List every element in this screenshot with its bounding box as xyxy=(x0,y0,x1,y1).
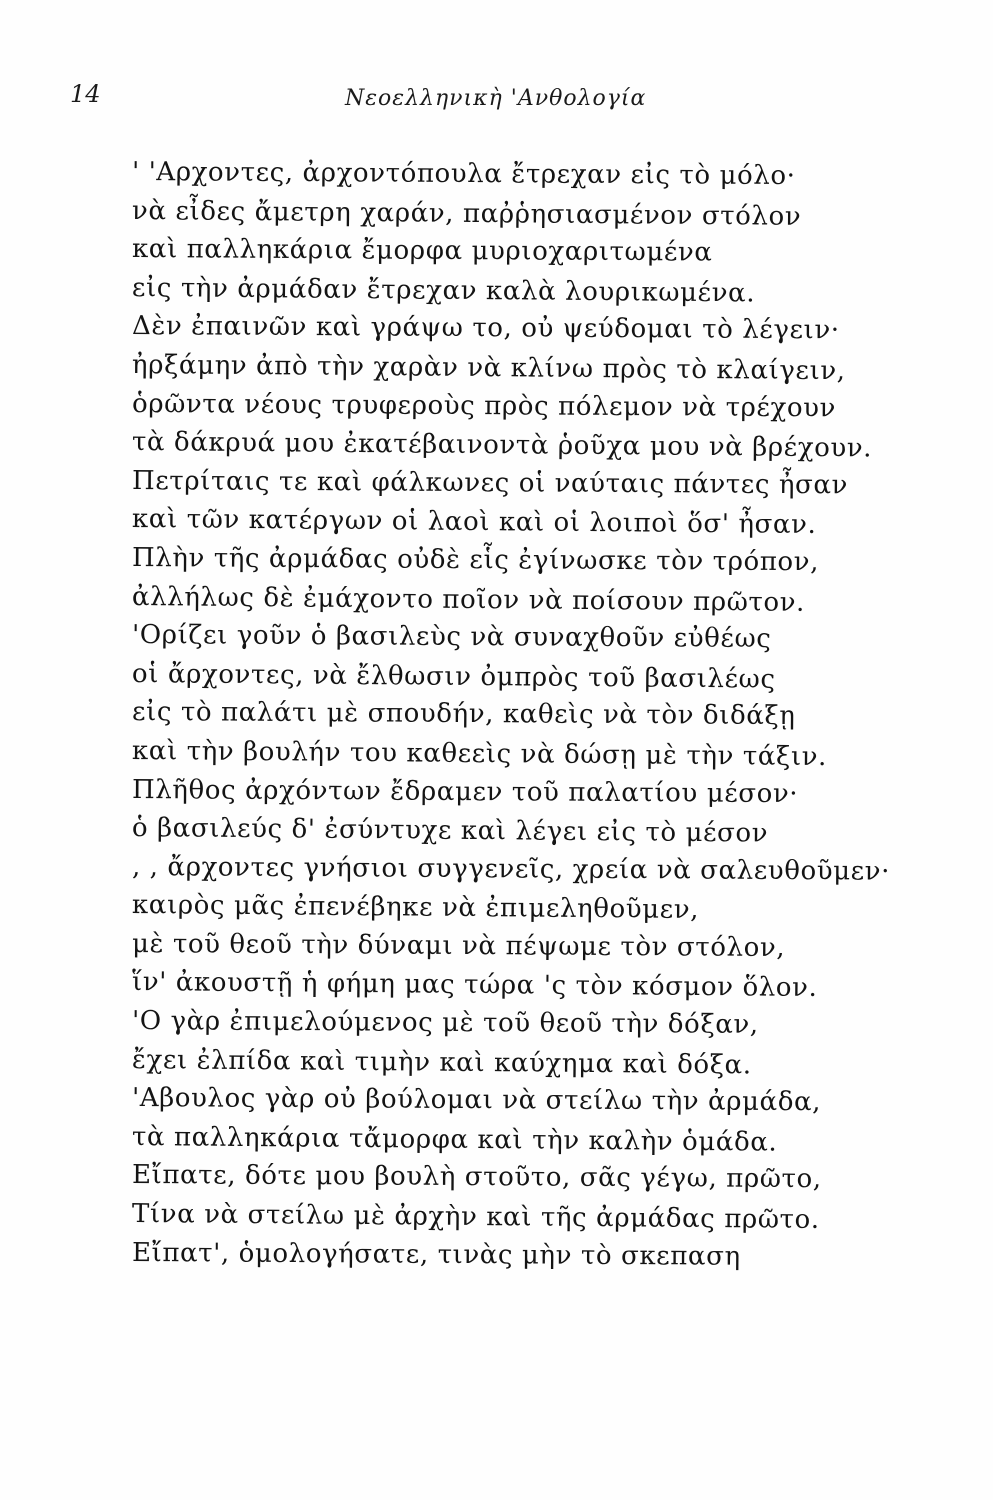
verse-line: Δὲν ἐπαινῶν καὶ γράψω το, οὐ ψεύδομαι τὸ λέγειν· xyxy=(131,311,840,346)
verse-line: ὁ βασιλεύς δ' ἐσύντυχε καὶ λέγει εἰς τὸ μέσον xyxy=(131,813,769,849)
verse-line: ἠρξάμην ἀπὸ τὴν χαρὰν νὰ κλίνω πρὸς τὸ κλαίγειν, xyxy=(131,349,846,387)
verse-line: Εἴπατ', ὁμολογήσατε, τινὰς μὴν τὸ σκεπαση xyxy=(131,1237,741,1272)
verse-line: καὶ τὴν βουλήν του καθεεὶς νὰ δώσῃ μὲ τὴν τάξιν. xyxy=(131,735,828,772)
verse-line: 'Ορίζει γοῦν ὁ βασιλεὺς νὰ συναχθοῦν εὐθέως xyxy=(131,620,772,655)
verse-line: ὁρῶντα νέους τρυφεροὺς πρὸς πόλεμον νὰ τρέχουν xyxy=(131,388,837,423)
verse-line: Τίνα νὰ στείλω μὲ ἀρχὴν καὶ τῆς ἀρμάδας πρῶτο. xyxy=(131,1199,820,1236)
verse-line: , , ἄρχοντες γνήσιοι συγγενεῖς, χρεία νὰ σαλευθοῦμεν· xyxy=(131,851,891,887)
verse-line: ἀλλήλως δὲ ἐμάχοντο ποῖον νὰ ποίσουν πρῶτον. xyxy=(131,581,806,618)
verse-line: Εἴπατε, δότε μου βουλὴ στοῦτο, σᾶς γέγω, πρῶτο, xyxy=(131,1160,822,1195)
verse-line: ἵν' ἀκουστῇ ἡ φήμη μας τώρα 'ς τὸν κόσμον ὅλον. xyxy=(131,967,818,1004)
verse-line: 'Ο γὰρ ἐπιμελούμενος μὲ τοῦ θεοῦ τὴν δόξαν, xyxy=(131,1006,759,1040)
verse-line: καὶ παλληκάρια ἔμορφα μυριοχαριτωμένα xyxy=(131,234,713,268)
verse-line: εἰς τὴν ἀρμάδαν ἔτρεχαν καλὰ λουρικωμένα. xyxy=(131,272,756,309)
verse-line: οἱ ἄρχοντες, νὰ ἔλθωσιν ὀμπρὸς τοῦ βασιλέως xyxy=(131,658,776,695)
verse-line: Πλὴν τῆς ἀρμάδας οὐδὲ εἷς ἐγίνωσκε τὸν τρόπον, xyxy=(131,542,820,578)
verse-line: εἰς τὸ παλάτι μὲ σπουδήν, καθεὶς νὰ τὸν διδάξῃ xyxy=(131,697,796,732)
page-number: 14 xyxy=(70,80,101,108)
running-title: Νεοελληνικὴ 'Ανθολογία xyxy=(345,86,647,111)
verse-line: καὶ τῶν κατέργων οἱ λαοὶ καὶ οἱ λοιποὶ ὅσ' ἦσαν. xyxy=(131,504,817,541)
verse-line: τὰ δάκρυά μου ἐκατέβαινοντὰ ῥοῦχα μου νὰ βρέχουν. xyxy=(131,427,873,464)
verse-line: τὰ παλληκάρια τἄμορφα καὶ τὴν καλὴν ὁμάδα. xyxy=(131,1121,778,1158)
verse-line: νὰ εἶδες ἄμετρη χαράν, παῤῥησιασμένον στόλον xyxy=(131,195,802,232)
verse-line: Πετρίταις τε καὶ φάλκωνες οἱ ναύταις πάντες ἦσαν xyxy=(131,465,849,501)
verse-line: ' 'Αρχοντες, ἀρχοντόπουλα ἔτρεχαν εἰς τὸ μόλο· xyxy=(131,157,796,192)
verse-line: καιρὸς μᾶς ἐπενέβηκε νὰ ἐπιμεληθοῦμεν, xyxy=(131,890,700,926)
verse-line: Πλῆθος ἀρχόντων ἔδραμεν τοῦ παλατίου μέσον· xyxy=(131,774,799,809)
verse-line: ἔχει ἐλπίδα καὶ τιμὴν καὶ καύχημα καὶ δόξα. xyxy=(131,1044,752,1081)
verse-line: 'Αβουλος γὰρ οὐ βούλομαι νὰ στείλω τὴν ἀρμάδα, xyxy=(131,1083,822,1118)
verse-line: μὲ τοῦ θεοῦ τὴν δύναμι νὰ πέψωμε τὸν στόλον, xyxy=(131,928,786,963)
poem-text xyxy=(132,153,972,1272)
